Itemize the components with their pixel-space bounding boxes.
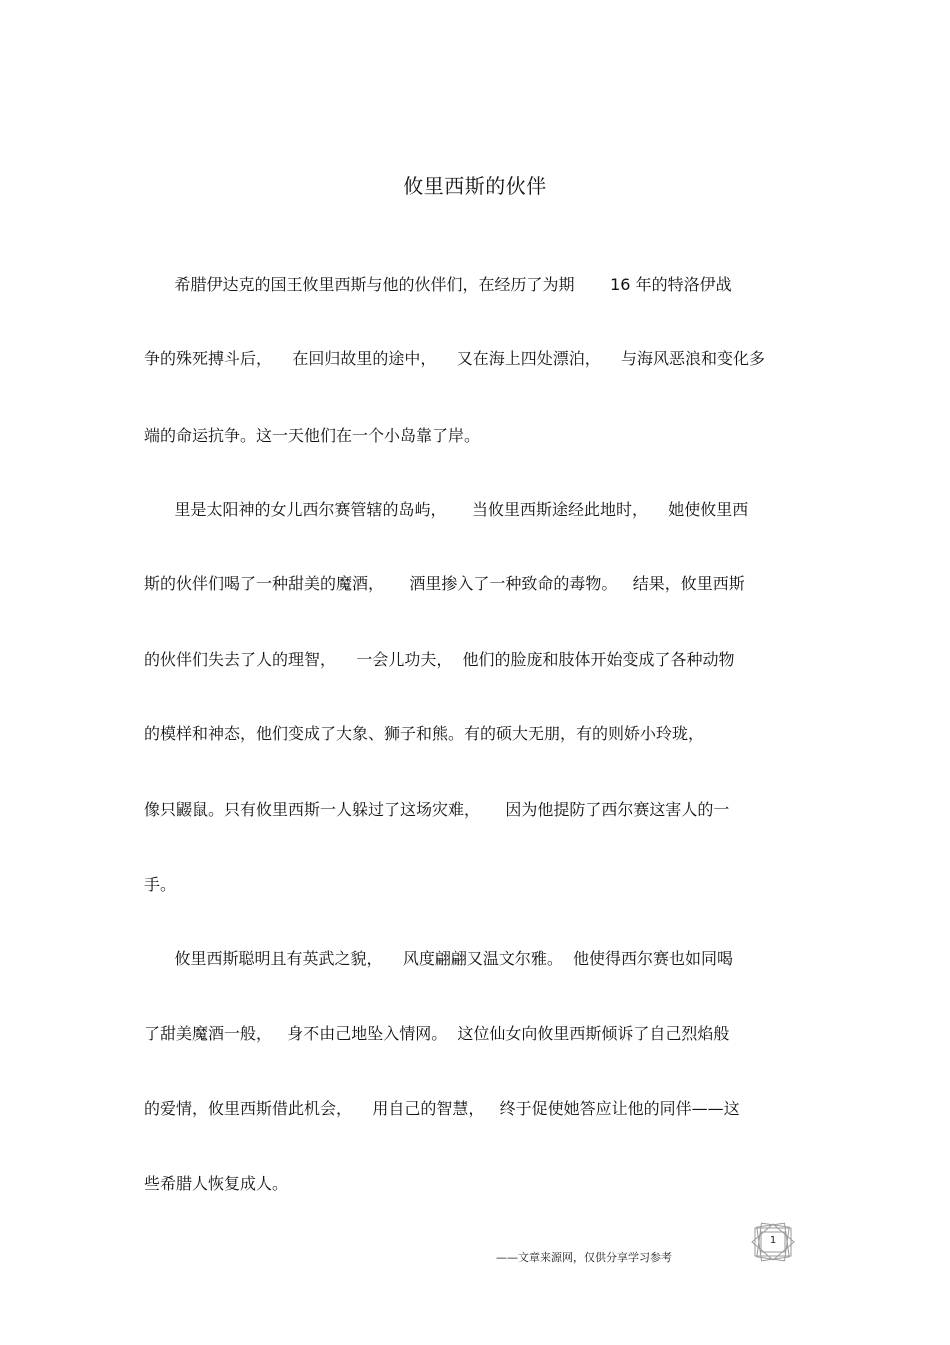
text-line: 的爱情，攸里西斯借此机会， 用自己的智慧， 终于促使她答应让他的同伴——这	[144, 1099, 740, 1118]
document-title: 攸里西斯的伙伴	[403, 174, 547, 198]
text-line: 端的命运抗争。这一天他们在一个小岛靠了岸。	[144, 426, 481, 445]
text-line: 里是太阳神的女儿西尔赛管辖的岛屿， 当攸里西斯途经此地时， 她使攸里西	[144, 500, 749, 519]
text-line: 些希腊人恢复成人。	[144, 1174, 289, 1193]
footer-note: ——文章来源网，仅供分享学习参考	[496, 1251, 672, 1264]
page-number: 1	[769, 1235, 777, 1246]
text-line: 的伙伴们失去了人的理智， 一会儿功夫， 他们的脸庞和肢体开始变成了各种动物	[144, 650, 735, 669]
text-line: 的模样和神态，他们变成了大象、狮子和熊。有的硕大无朋，有的则娇小玲珑，	[144, 724, 705, 743]
text-line: 手。	[144, 875, 177, 894]
page-number-badge	[748, 1222, 798, 1262]
text-line: 希腊伊达克的国王攸里西斯与他的伙伴们，在经历了为期 16 年的特洛伊战	[144, 275, 732, 294]
text-line: 斯的伙伴们喝了一种甜美的魔酒， 酒里掺入了一种致命的毒物。 结果，攸里西斯	[144, 574, 745, 593]
text-line: 攸里西斯聪明且有英武之貌， 风度翩翩又温文尔雅。 他使得西尔赛也如同喝	[144, 949, 734, 968]
text-line: 像只鼹鼠。只有攸里西斯一人躲过了这场灾难， 因为他提防了西尔赛这害人的一	[144, 800, 730, 819]
text-line: 了甜美魔酒一般， 身不由己地坠入情网。 这位仙女向攸里西斯倾诉了自己烈焰般	[144, 1024, 730, 1043]
text-line: 争的殊死搏斗后， 在回归故里的途中， 又在海上四处漂泊， 与海风恶浪和变化多	[144, 349, 766, 368]
